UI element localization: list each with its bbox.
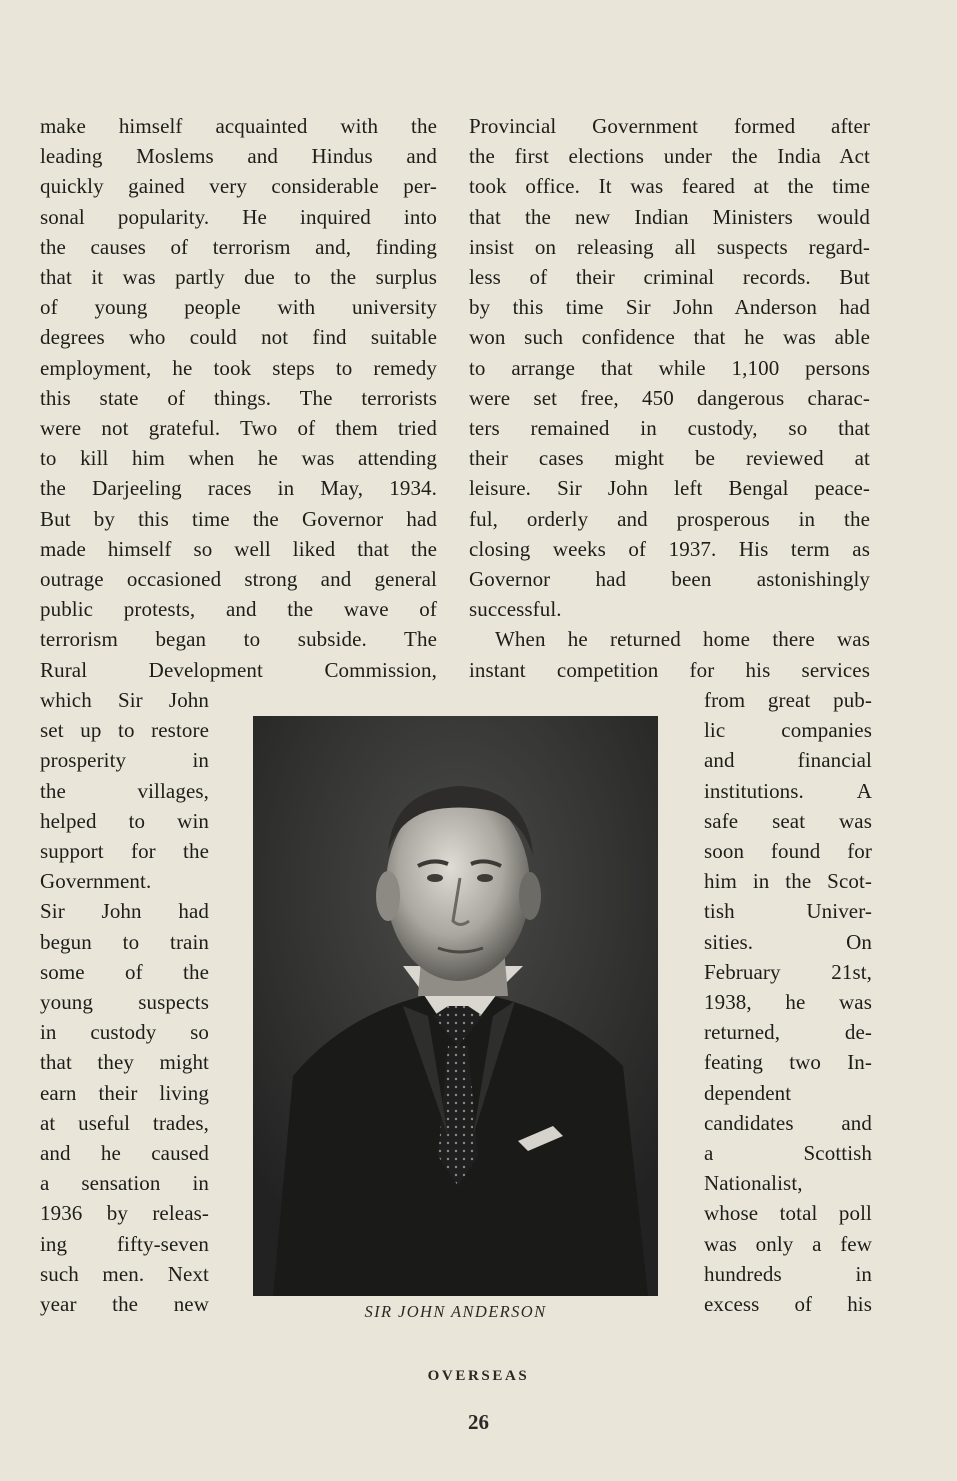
text-line: some of the <box>40 959 209 984</box>
photo-caption: SIR JOHN ANDERSON <box>364 1302 547 1321</box>
text-line: Rural Development Commission, <box>40 657 437 682</box>
text-line: When he returned home there was <box>495 627 870 652</box>
text-line: outrage occasioned strong and general <box>40 567 437 591</box>
text-line: that they might <box>40 1050 209 1075</box>
text-line: the villages, <box>40 778 209 803</box>
text-line: from great pub- <box>704 688 872 712</box>
text-line: support for the <box>40 839 209 863</box>
text-line: the Darjeeling races in May, 1934. <box>40 476 437 501</box>
text-line: were set free, 450 dangerous charac- <box>469 385 870 410</box>
text-line: 1936 by releas- <box>40 1201 209 1226</box>
text-line: prosperity in <box>40 748 209 773</box>
text-line: in custody so <box>40 1020 209 1045</box>
text-line: February 21st, <box>704 959 872 984</box>
text-line: him in the Scot- <box>704 869 872 894</box>
text-line: successful. <box>469 597 562 622</box>
text-line: candidates and <box>704 1110 872 1135</box>
text-line: dependent <box>704 1080 792 1105</box>
text-line: was only a few <box>704 1231 872 1256</box>
text-line: by this time Sir John Anderson had <box>469 295 870 320</box>
text-line: instant competition for his services <box>469 657 870 682</box>
text-line: feating two In- <box>704 1050 872 1075</box>
text-line: excess of his <box>704 1292 872 1316</box>
text-line: and financial <box>704 748 872 773</box>
text-line: 1938, he was <box>704 990 872 1014</box>
text-line: year the new <box>40 1292 209 1316</box>
text-line: public protests, and the wave of <box>40 597 437 622</box>
text-line: terrorism began to subside. The <box>40 627 437 652</box>
text-line: helped to win <box>40 808 209 833</box>
text-line: to arrange that while 1,100 persons <box>469 355 870 380</box>
footer-title: OVERSEAS <box>427 1368 530 1384</box>
text-line: begun to train <box>40 929 209 954</box>
text-line: young suspects <box>40 990 209 1014</box>
text-line: closing weeks of 1937. His term as <box>469 536 870 561</box>
text-line: which Sir John <box>40 688 209 712</box>
page-number: 26 <box>468 1410 489 1434</box>
text-line: that it was partly due to the surplus <box>40 265 437 289</box>
text-line: were not grateful. Two of them tried <box>40 416 437 440</box>
text-line: this state of things. The terrorists <box>40 385 437 410</box>
text-line: took office. It was feared at the time <box>469 174 870 199</box>
text-line: of young people with university <box>40 295 437 320</box>
text-line: lic companies <box>704 718 872 743</box>
text-line: soon found for <box>704 839 872 863</box>
text-line: leading Moslems and Hindus and <box>40 144 437 169</box>
text-line: the first elections under the India Act <box>469 144 870 169</box>
text-line: set up to restore <box>40 718 209 743</box>
text-line: Governor had been astonishingly <box>469 567 870 591</box>
text-line: insist on releasing all suspects regard- <box>469 234 870 259</box>
text-line: quickly gained very considerable per- <box>40 174 437 199</box>
text-line: Sir John had <box>40 899 209 924</box>
text-line: such men. Next <box>40 1261 209 1286</box>
text-line: Provincial Government formed after <box>469 114 870 138</box>
text-line: the causes of terrorism and, finding <box>40 234 437 259</box>
text-line: sonal popularity. He inquired into <box>40 204 437 229</box>
text-line: won such confidence that he was able <box>469 325 870 350</box>
text-line: a sensation in <box>40 1171 209 1196</box>
text-line: at useful trades, <box>40 1110 209 1135</box>
text-line: tish Univer- <box>704 899 872 924</box>
text-line: degrees who could not find suitable <box>40 325 437 350</box>
text-line: their cases might be reviewed at <box>469 446 870 471</box>
text-line: less of their criminal records. But <box>469 265 870 289</box>
text-line: sities. On <box>704 929 872 954</box>
text-line: made himself so well liked that the <box>40 536 437 561</box>
text-line: hundreds in <box>704 1261 872 1286</box>
text-line: a Scottish <box>704 1141 872 1165</box>
text-line: ters remained in custody, so that <box>469 416 870 440</box>
text-line: leisure. Sir John left Bengal peace- <box>469 476 870 501</box>
text-line: safe seat was <box>704 808 872 833</box>
text-line: institutions. A <box>704 778 872 803</box>
text-line: ful, orderly and prosperous in the <box>469 506 870 531</box>
text-line: to kill him when he was attending <box>40 446 437 471</box>
text-line: returned, de- <box>704 1020 872 1045</box>
text-line: Government. <box>40 869 152 894</box>
text-line: But by this time the Governor had <box>40 506 437 531</box>
portrait-photo <box>253 716 658 1296</box>
text-line: earn their living <box>40 1080 209 1105</box>
text-line: employment, he took steps to remedy <box>40 355 437 380</box>
text-line: make himself acquainted with the <box>40 114 437 138</box>
text-line: and he caused <box>40 1141 209 1165</box>
text-line: whose total poll <box>704 1201 872 1226</box>
text-line: ing fifty-seven <box>40 1231 209 1256</box>
text-line: Nationalist, <box>704 1171 803 1196</box>
text-line: that the new Indian Ministers would <box>469 204 870 229</box>
